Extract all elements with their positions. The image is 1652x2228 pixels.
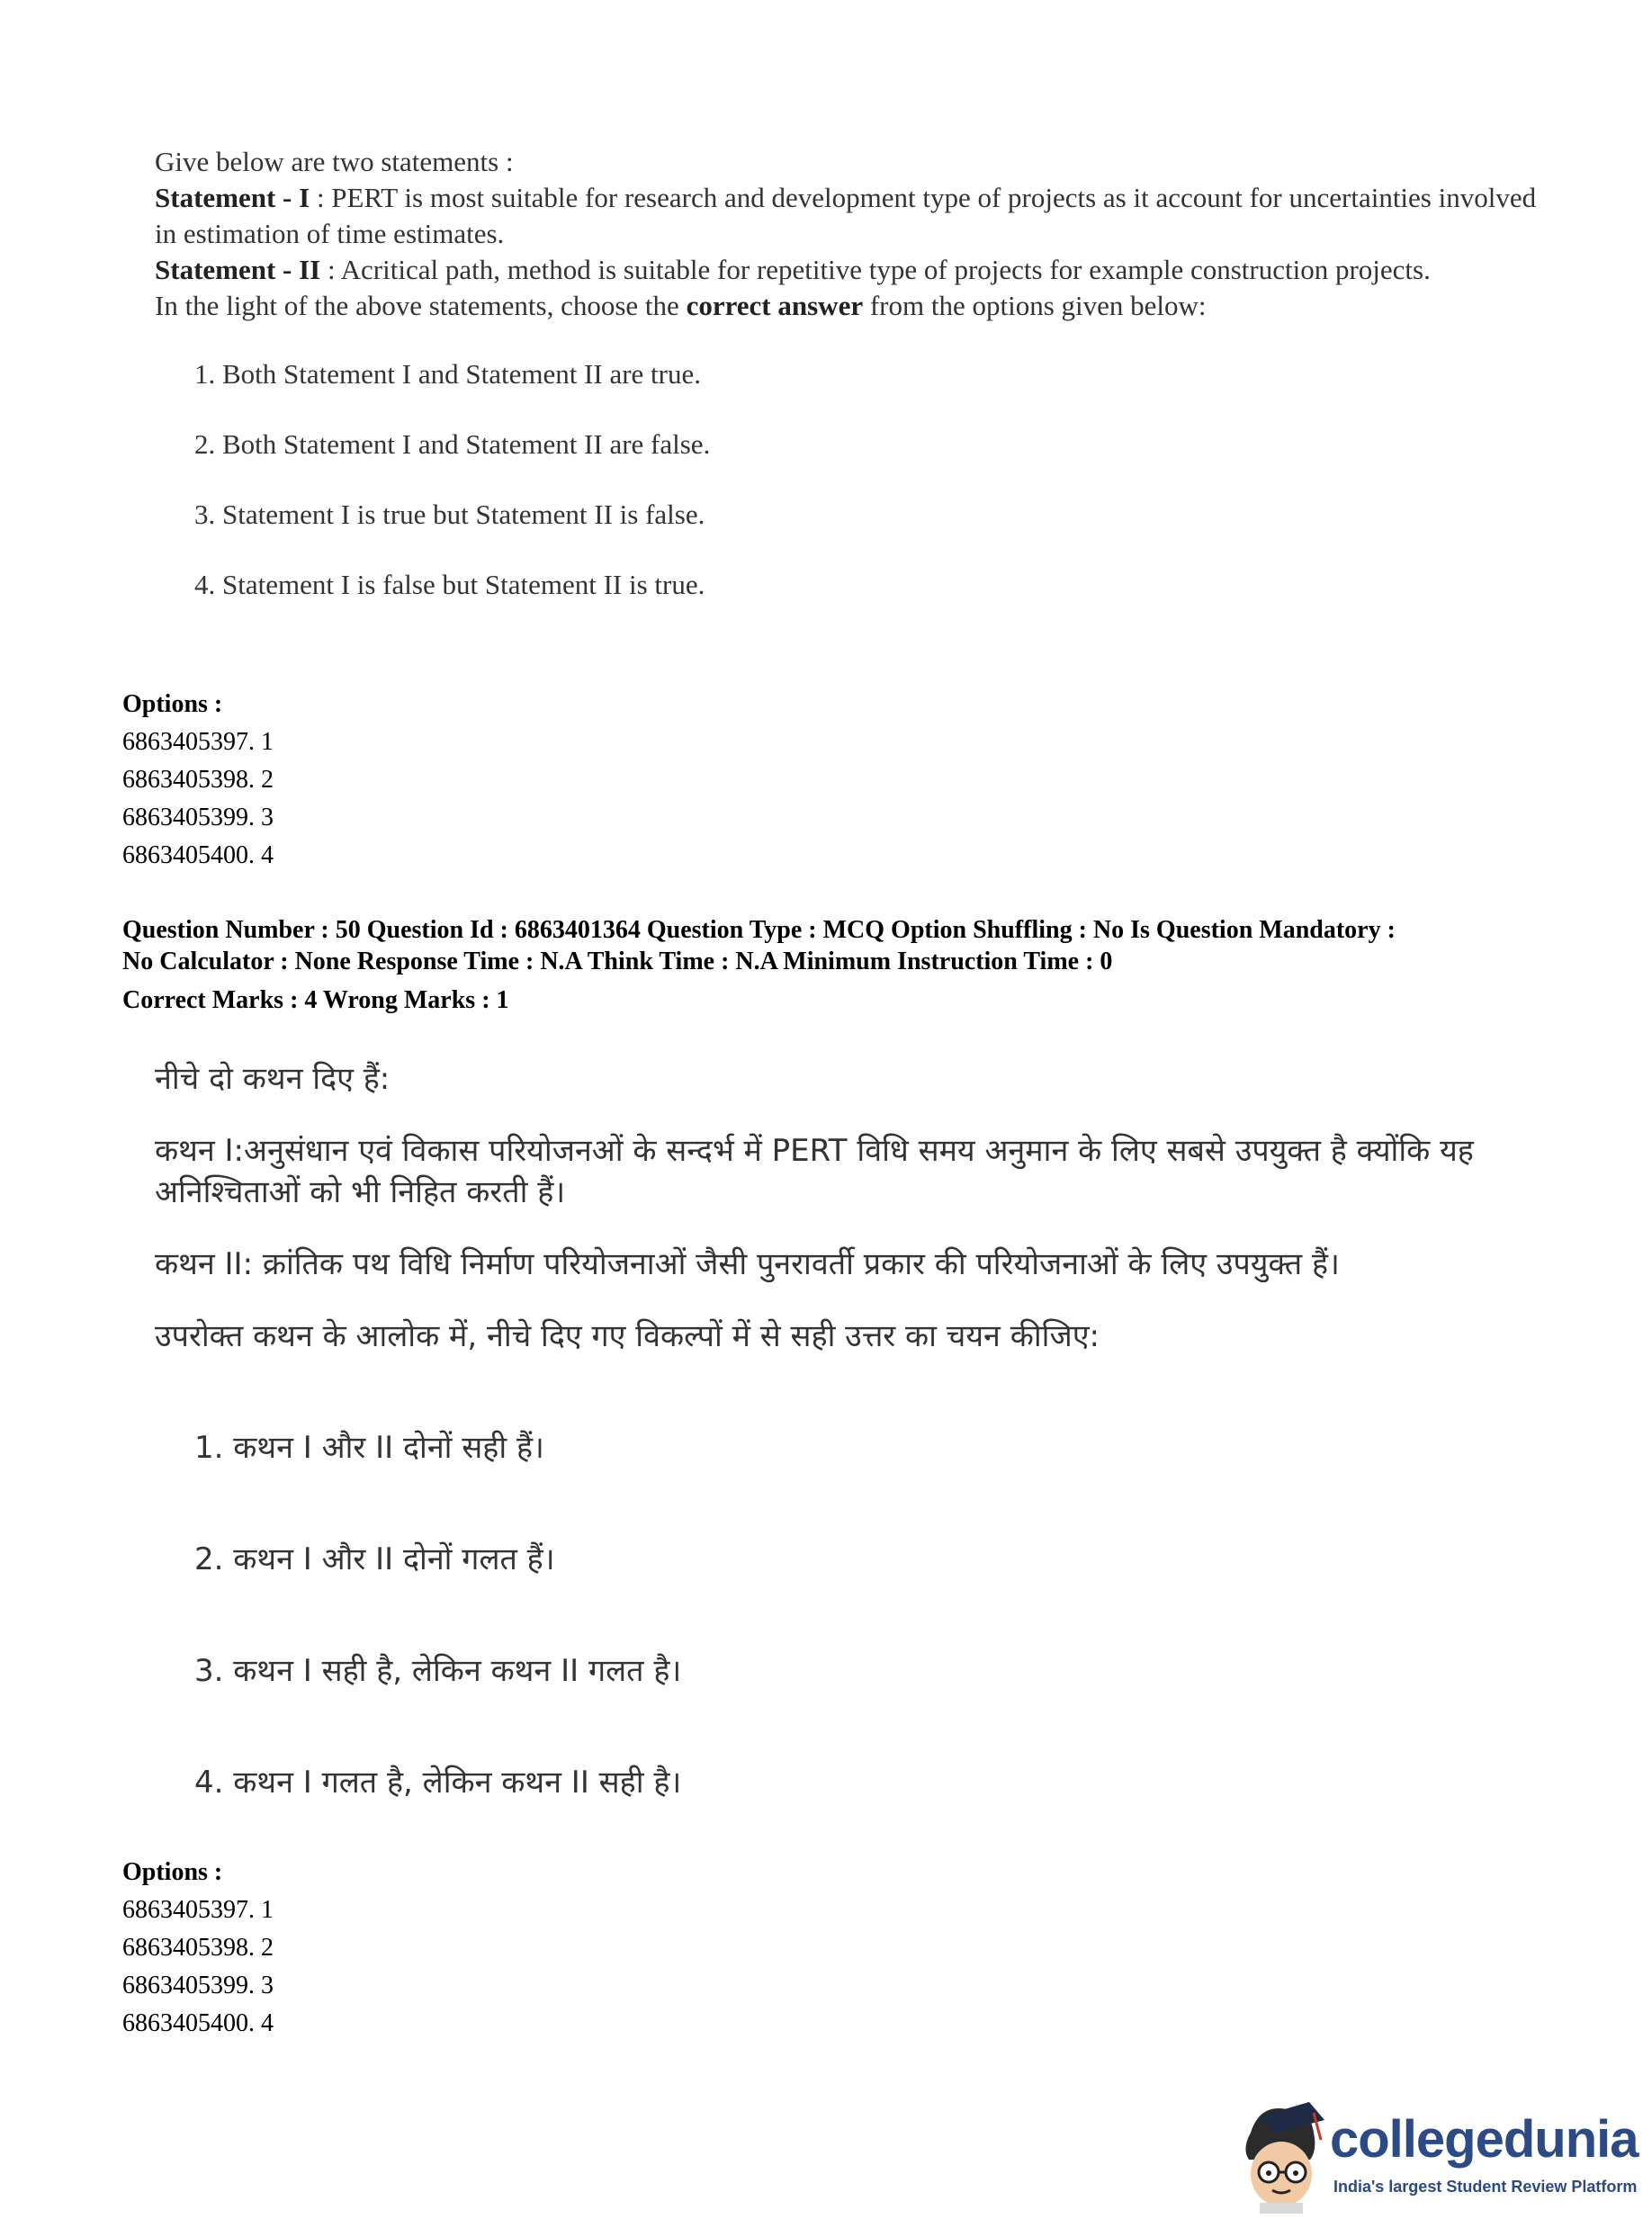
brand-tagline: India's largest Student Review Platform (1333, 2178, 1638, 2196)
hindi-statement-1: कथन I:अनुसंधान एवं विकास परियोजनओं के सन्दर्भ में PERT विधि समय अनुमान के लिए सबसे उपयुक्त है क्योंकि यह अनिश्चिताओं को भी निहित करती हैं। (155, 1133, 1474, 1210)
question-instruction: In the light of the above statements, choose the correct answer from the options given below: (155, 290, 1207, 321)
answer-choice: 2. Both Statement I and Statement II are false. (194, 428, 711, 460)
options-heading: Options : (122, 690, 223, 718)
hindi-intro: नीचे दो कथन दिए हैं: (155, 1061, 391, 1097)
option-id: 6863405398. 2 (122, 766, 274, 794)
answer-choice: 4. Statement I is false but Statement II is true. (194, 569, 705, 600)
answer-choices-english (155, 356, 1540, 603)
option-id: 6863405397. 1 (122, 1896, 274, 1924)
option-id: 6863405399. 3 (122, 804, 274, 831)
options-block-2 (122, 1854, 274, 2043)
answer-choice: 3. कथन I सही है, लेकिन कथन II गलत है। (194, 1653, 682, 1689)
answer-choice: 2. कथन I और II दोनों गलत हैं। (194, 1541, 555, 1577)
hindi-instruction: उपरोक्त कथन के आलोक में, नीचे दिए गए विकल्पों में से सही उत्तर का चयन कीजिए: (155, 1318, 1100, 1354)
answer-choices-hindi (155, 1427, 1558, 1803)
option-id: 6863405400. 4 (122, 2009, 274, 2037)
statement-2-label: Statement - II (155, 254, 321, 285)
question-metadata (122, 914, 1598, 1016)
option-id: 6863405399. 3 (122, 1972, 274, 1999)
question-intro: Give below are two statements : (155, 146, 514, 177)
meta-line-2: No Calculator : None Response Time : N.A Think Time : N.A Minimum Instruction Time : 0 (122, 948, 1113, 975)
answer-choice: 3. Statement I is true but Statement II is false. (194, 499, 705, 530)
answer-choice: 1. Both Statement I and Statement II are true. (194, 358, 701, 390)
option-id: 6863405397. 1 (122, 728, 274, 756)
marks-line: Correct Marks : 4 Wrong Marks : 1 (122, 986, 509, 1014)
statement-2 (155, 252, 1540, 288)
question-english (155, 144, 1540, 637)
question-hindi (155, 1058, 1558, 1873)
answer-choice: 1. कथन I और II दोनों सही हैं। (194, 1430, 544, 1466)
statement-1-label: Statement - I (155, 182, 310, 213)
option-id: 6863405398. 2 (122, 1934, 274, 1962)
answer-choice: 4. कथन I गलत है, लेकिन कथन II सही है। (194, 1765, 682, 1801)
options-block-1 (122, 686, 274, 875)
mascot-icon (1224, 2097, 1332, 2214)
options-heading: Options : (122, 1858, 223, 1886)
brand-name: collegedunia (1330, 2110, 1639, 2169)
option-id: 6863405400. 4 (122, 841, 274, 869)
statement-1 (155, 180, 1540, 252)
statement-1-text: : PERT is most suitable for research and development type of projects as it account for uncertainties involved in estimation of time estimates. (155, 182, 1537, 249)
collegedunia-logo (1224, 2097, 1638, 2214)
meta-line-1: Question Number : 50 Question Id : 6863401364 Question Type : MCQ Option Shuffling : No Is Question Mandatory : (122, 916, 1396, 944)
statement-2-text: : Acritical path, method is suitable for repetitive type of projects for example construction projects. (320, 254, 1431, 285)
hindi-statement-2: कथन II: क्रांतिक पथ विधि निर्माण परियोजनाओं जैसी पुनरावर्ती प्रकार की परियोजनाओं के लिए उपयुक्त हैं। (155, 1246, 1340, 1282)
